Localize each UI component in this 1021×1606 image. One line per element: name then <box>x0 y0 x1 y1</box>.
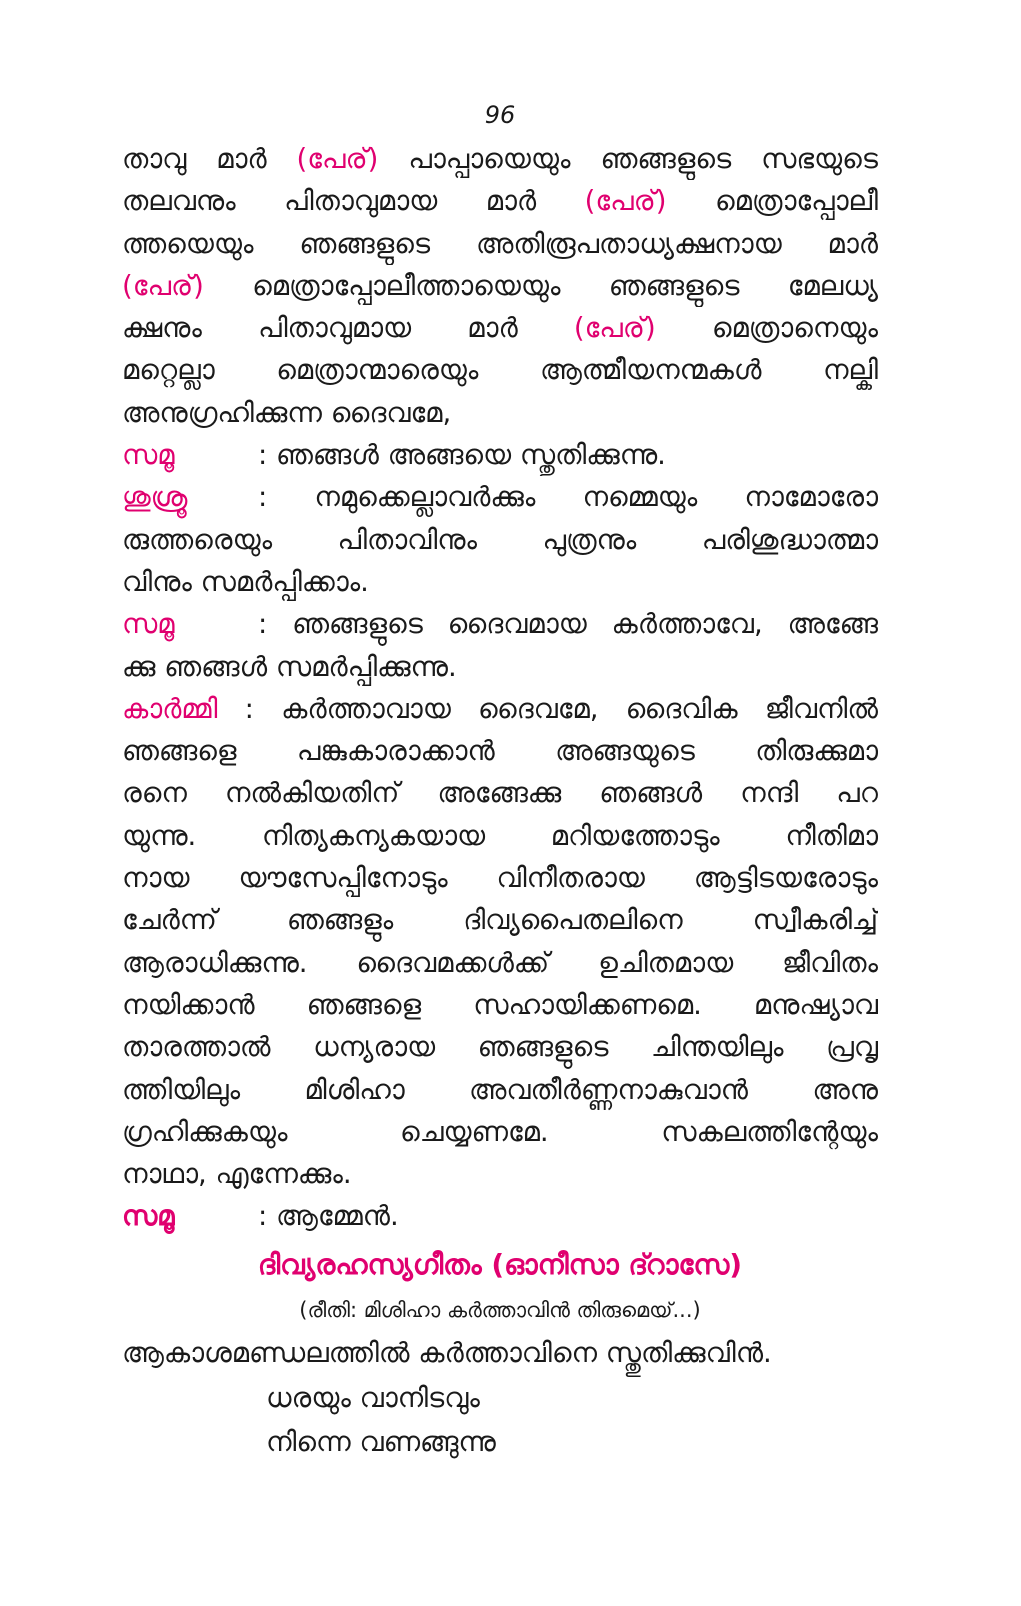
response-text: : ഞങ്ങളുടെ ദൈവമായ കർത്താവേ, അങ്ങേ <box>258 608 878 641</box>
hymn-line: ധരയും വാനിടവും <box>266 1381 480 1414</box>
celebrant-line: രനെ നൽകിയതിന് അങ്ങേക്കു ഞങ്ങൾ നന്ദി പറ <box>122 777 878 810</box>
celebrant-line: നായ യൗസേപ്പിനോടും വിനീതരായ ആട്ടിടയരോടും <box>122 862 878 895</box>
celebrant-line: ഗ്രഹിക്കുകയും ചെയ്യണമേ. സകലത്തിന്റേയും <box>122 1115 878 1148</box>
celebrant-line: യുന്നു. നിത്യകന്യകയായ മറിയത്തോടും നീതിമാ <box>122 819 878 852</box>
line-text: മെത്രാനെയും <box>655 312 878 345</box>
deacon-line <box>122 476 878 518</box>
response-line: ക്കു ഞങ്ങൾ സമർപ്പിക്കുന്നു. <box>122 650 457 683</box>
response-line <box>122 1195 878 1237</box>
deacon-line: രുത്തരെയും പിതാവിനും പുത്രനും പരിശുദ്ധാത്മാ <box>122 523 878 556</box>
celebrant-line: ആരാധിക്കുന്നു. ദൈവമക്കൾക്ക് ഉചിതമായ ജീവിതം <box>122 946 878 979</box>
intercession-paragraph <box>122 138 878 434</box>
response-2 <box>122 603 878 688</box>
response-text: : ഞങ്ങൾ അങ്ങയെ സ്തുതിക്കുന്നു. <box>258 439 666 472</box>
speaker-label: സമൂ <box>122 439 175 472</box>
hymn-first-line: ആകാശമണ്ഡലത്തിൽ കർത്താവിനെ സ്തുതിക്കുവിൻ. <box>122 1336 772 1369</box>
response-3 <box>122 1195 878 1237</box>
celebrant-text: : കർത്താവായ ദൈവമേ, ദൈവിക ജീവനിൽ <box>244 692 878 725</box>
intercession-line <box>122 180 878 222</box>
intercession-line <box>122 223 878 265</box>
name-placeholder: (പേര്) <box>122 269 204 302</box>
celebrant-line: നയിക്കാൻ ഞങ്ങളെ സഹായിക്കണമെ. മനുഷ്യാവ <box>122 988 878 1021</box>
hymn-line: നിന്നെ വണങ്ങുന്നു <box>266 1425 496 1458</box>
celebrant-prayer <box>122 688 878 1196</box>
celebrant-line: ഞങ്ങളെ പങ്കുകാരാക്കാൻ അങ്ങയുടെ തിരുക്കുമാ <box>122 735 878 768</box>
celebrant-line: ത്തിയിലും മിശിഹാ അവതീർണ്ണനാകുവാൻ അനു <box>122 1073 878 1106</box>
response-line <box>122 434 878 476</box>
speaker-label: സമൂ <box>122 1200 175 1233</box>
hymn-title: ദിവ്യരഹസ്യഗീതം (ഓനീസാ ദ്റാസേ) <box>257 1247 743 1281</box>
intercession-line <box>122 265 878 307</box>
line-text: പാപ്പായെയും ഞങ്ങളുടെ സഭയുടെ <box>378 143 878 175</box>
response-line <box>122 603 878 645</box>
response-1 <box>122 434 878 476</box>
celebrant-line <box>122 688 878 730</box>
line-text: തലവനും പിതാവുമായ മാർ <box>122 185 585 218</box>
line-text: ത്തയെയും ഞങ്ങളുടെ അതിരൂപതാധ്യക്ഷനായ മാർ <box>122 227 878 260</box>
celebrant-line: ചേർന്ന് ഞങ്ങളും ദിവ്യപൈതലിനെ സ്വീകരിച്ച് <box>122 904 878 937</box>
line-text: മറ്റെല്ലാ മെത്രാന്മാരെയും ആത്മീയനന്മകൾ നല്കി <box>122 354 878 387</box>
deacon-line: വിനും സമർപ്പിക്കാം. <box>122 565 369 598</box>
response-text: : ആമ്മേൻ. <box>258 1200 399 1233</box>
intercession-line <box>122 392 878 434</box>
line-text: അനുഗ്രഹിക്കുന്ന ദൈവമേ, <box>122 396 452 429</box>
celebrant-line: താരത്താൽ ധന്യരായ ഞങ്ങളുടെ ചിന്തയിലും പ്രവൃ <box>122 1031 878 1064</box>
deacon-text: : നമുക്കെല്ലാവർക്കും നമ്മെയും നാമോരോ <box>258 481 878 514</box>
line-text: ക്ഷനും പിതാവുമായ മാർ <box>122 312 574 345</box>
intercession-line <box>122 349 878 391</box>
deacon-exhortation <box>122 476 878 603</box>
line-text: മെത്രാപ്പോലീത്തായെയും ഞങ്ങളുടെ മേലധ്യ <box>203 269 878 302</box>
intercession-line <box>122 307 878 349</box>
page-number: 96 <box>484 101 516 129</box>
speaker-label: ശുശ്രൂ <box>122 481 188 514</box>
name-placeholder: (പേര്) <box>573 312 656 345</box>
speaker-label: കാർമ്മി <box>122 692 218 725</box>
speaker-label: സമൂ <box>122 608 175 641</box>
intercession-line <box>122 138 878 180</box>
hymn-tune: (രീതി: മിശിഹാ കർത്താവിൻ തിരുമെയ്...) <box>299 1297 701 1322</box>
page <box>122 92 878 1464</box>
name-placeholder: (പേര്) <box>296 143 379 175</box>
celebrant-line: നാഥാ, എന്നേക്കും. <box>122 1158 352 1191</box>
line-text: മെത്രാപ്പോലീ <box>666 185 878 218</box>
name-placeholder: (പേര്) <box>584 185 667 218</box>
line-text: താവു മാർ <box>122 143 297 175</box>
